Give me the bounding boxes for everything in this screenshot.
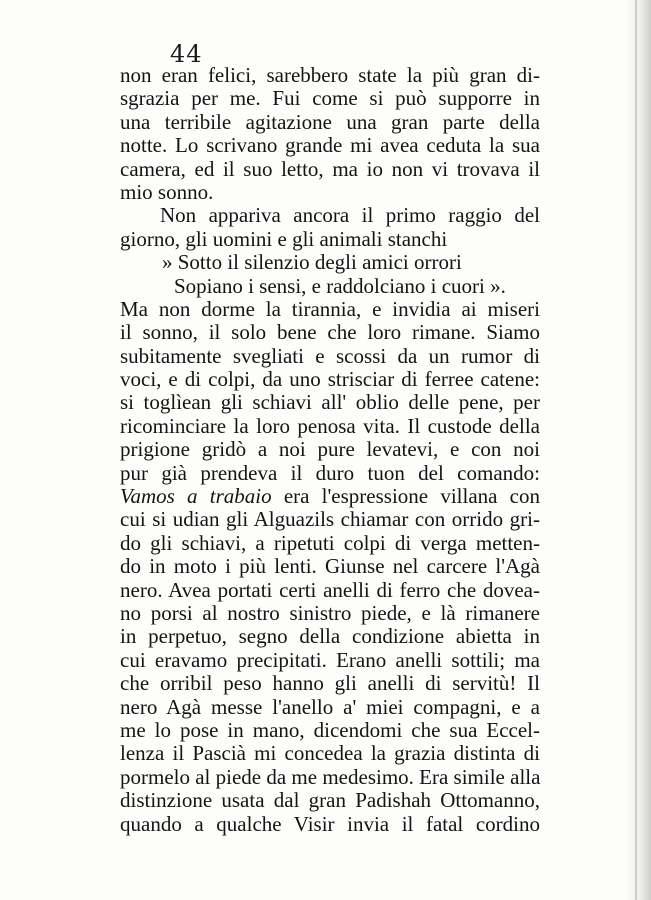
page-edge-line [635, 0, 637, 900]
text-line: ricominciare la loro penosa vita. Il custode della [120, 413, 540, 438]
text-line: non eran felici, sarebbero state la più gran di- [120, 63, 540, 87]
text-line: cui eravamo precipitati. Erano anelli sottili; ma [120, 647, 540, 672]
text-line: in perpetuo, segno della condizione abietta in [120, 624, 540, 649]
text-line [120, 485, 540, 508]
text-line: quando a qualche Visir invia il fatal cordino [120, 811, 540, 836]
page-edge-shadow [625, 0, 651, 900]
text-line: do in moto i più lenti. Giunse nel carcere l'Agà [120, 554, 540, 579]
text-line: si toglìean gli schiavi all' oblio delle pene, per [120, 390, 540, 415]
text-line: me lo pose in mano, dicendomi che sua Eccel- [120, 717, 540, 742]
text-line: camera, ed il suo letto, ma io non vi trovava il [120, 156, 540, 181]
text-line: una terribile agitazione una gran parte della [120, 109, 540, 134]
page-number: 44 [170, 40, 203, 68]
verse-line: » Sotto il silenzio degli amici orrori [162, 250, 462, 275]
text-line: sgrazia per me. Fui come si può supporre in [120, 86, 540, 111]
text-line: nero Agà messe l'anello a' miei compagni, e a [120, 694, 540, 719]
text-line: subitamente svegliati e scossi da un rumor di [120, 343, 540, 368]
text-line: lenza il Pascià mi concedea la grazia distinta di [120, 741, 540, 766]
text-line: il sonno, il solo bene che loro rimane. Siamo [120, 320, 540, 345]
text-line: notte. Lo scrivano grande mi avea ceduta la sua [120, 133, 540, 158]
text-line: pormelo al piede da me medesimo. Era simile alla [120, 764, 541, 789]
text-line: Ma non dorme la tirannia, e invidia ai miseri [120, 296, 540, 321]
text-line: pur già prendeva il duro tuon del comando: [120, 460, 540, 485]
text-line: prigione gridò a noi pure levatevi, e con noi [120, 437, 540, 462]
italic-phrase: Vamos a trabaio [120, 484, 272, 509]
text-line: cui si udian gli Alguazils chiamar con orrido gri- [120, 507, 540, 532]
text-line: nero. Avea portati certi anelli di ferro che dovea- [120, 577, 540, 602]
text-line: distinzione usata dal gran Padishah Ottomanno, [120, 788, 540, 813]
verse-line: Sopiano i sensi, e raddolciano i cuori ». [174, 273, 506, 298]
text-line: no porsi al nostro sinistro piede, e là rimanere [120, 600, 540, 625]
text-line: do gli schiavi, a ripetuti colpi di verga metten- [120, 530, 540, 555]
text-line: giorno, gli uomini e gli animali stanchi [120, 226, 448, 251]
text-line-rest: era l'espressione villana con [283, 484, 540, 509]
text-line: voci, e di colpi, da uno strisciar di ferree catene: [120, 367, 540, 392]
text-line: mio sonno. [120, 179, 214, 204]
body-text [120, 64, 540, 836]
text-line: che orribil peso hanno gli anelli di servitù! Il [120, 671, 540, 696]
text-line: Non appariva ancora il primo raggio del [160, 203, 540, 228]
